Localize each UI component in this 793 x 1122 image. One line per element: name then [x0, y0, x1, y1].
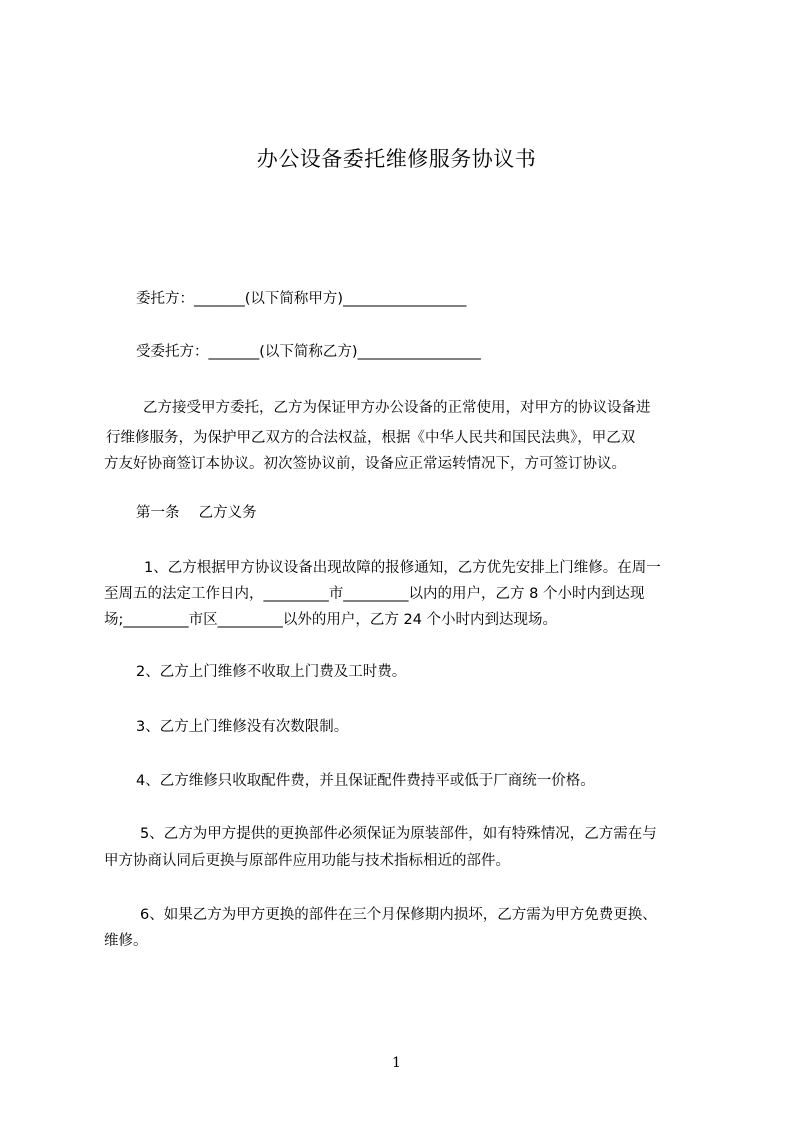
clause-4: 4、乙方维修只收取配件费，并且保证配件费持平或低于厂商统一价格。 [136, 773, 595, 789]
article-1-heading: 第一条 乙方义务 [136, 505, 257, 521]
intro-line-2: 行维修服务，为保护甲乙双方的合法权益，根据《中华人民共和国民法典》，甲乙双 [106, 430, 636, 446]
clause-1-line-3: 场;_________市区_________以外的用户，乙方 24 个小时内到达现场。 [104, 612, 558, 628]
intro-line-3: 方友好协商签订本协议。初次签协议前，设备应正常运转情况下，方可签订协议。 [104, 456, 626, 472]
clause-5-line-1: 5、乙方为甲方提供的更换部件必须保证为原装部件，如有特殊情况，乙方需在与 [140, 826, 657, 842]
clause-3: 3、乙方上门维修没有次数限制。 [136, 719, 349, 735]
document-title: 办公设备委托维修服务协议书 [256, 147, 537, 171]
clause-6-line-2: 维修。 [104, 933, 148, 949]
clause-5-line-2: 甲方协商认同后更换与原部件应用功能与技术指标相近的部件。 [104, 853, 510, 869]
clause-1-line-2: 至周五的法定工作日内，_________市_________以内的用户，乙方 8 个小时内到达现 [104, 586, 645, 602]
clause-6-line-1: 6、如果乙方为甲方更换的部件在三个月保修期内损坏，乙方需为甲方免费更换、 [140, 907, 657, 923]
party-b-line: 受委托方：_______(以下简称乙方)_________________ [136, 344, 481, 360]
party-a-line: 委托方：_______(以下简称甲方)_________________ [136, 291, 467, 307]
clause-1-line-1: 1、乙方根据甲方协议设备出现故障的报修通知，乙方优先安排上门维修。在周一 [144, 560, 661, 576]
clause-2: 2、乙方上门维修不收取上门费及工时费。 [136, 664, 407, 680]
intro-line-1: 乙方接受甲方委托，乙方为保证甲方办公设备的正常使用，对甲方的协议设备进 [143, 400, 651, 416]
page-number: 1 [392, 1055, 401, 1071]
